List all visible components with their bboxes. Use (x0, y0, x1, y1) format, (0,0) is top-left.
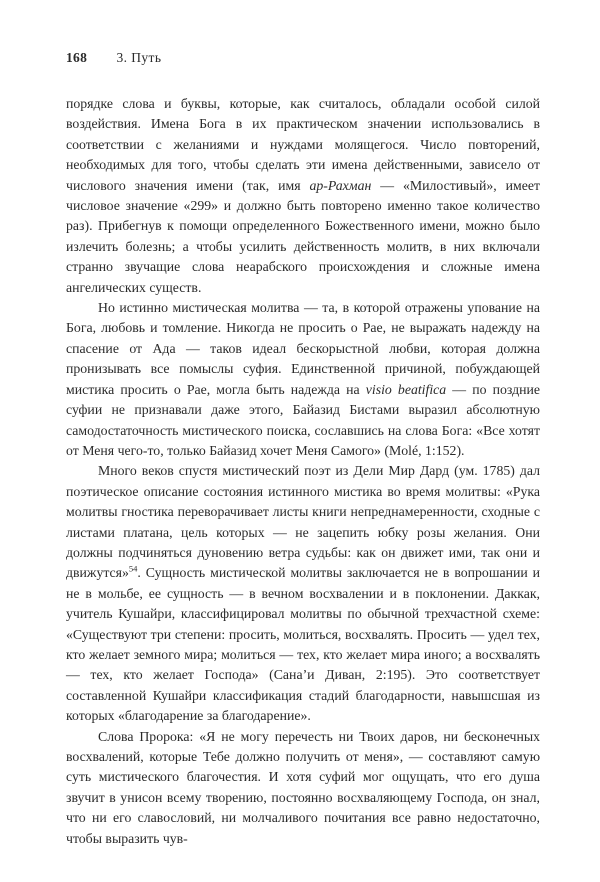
paragraph-2 (66, 298, 540, 461)
paragraph-4 (66, 727, 540, 849)
running-head (66, 50, 161, 66)
paragraph-4-text: Слова Пророка: «Я не могу перечесть ни Твоих даров, ни бесконечных восхвалений, которые Тебе должно получить от меня», — составляют самую суть мистического благочестия. И хотя суфий мог ощущать, что его душа звучит в унисон всему творению, постоянно восхваляющему Господа, он знал, что ни его славословий, ни молчаливого почитания все равно недостаточно, чтобы выразить чув- (66, 728, 540, 846)
paragraph-1-text-b: — «Милостивый», имеет числовое значение «299» и должно быть повторено именно такое количество раз). Прибегнув к помощи определенного Божественного имени, можно было излечить болезнь; а чтобы усилить действенность молитв, в них включали странно звучащие слова неарабского происхождения и сложные имена ангелических существ. (66, 177, 541, 295)
paragraph-1-text-a: порядке слова и буквы, которые, как считалось, обладали особой силой воздействия. Имена Бога в их практическом значении использовались в соответствии с желаниями и нуждами молящегося. Число повторений, необходимых для того, чтобы сделать эти имена действенными, зависело от числового значения имени (так, имя (66, 96, 540, 193)
paragraph-3-text-b: . Сущность мистической молитвы заключается не в вопрошании и не в мольбе, ее сущность — в вечном восхвалении и в поклонении. Даккак, учитель Кушайри, классифицировал молитвы по обычной трехчастной схеме: «Существуют три степени: просить, молиться, восхвалять. Просить — удел тех, кто желает земного мира; молиться — тех, кто желает мира иного; а восхвалять — тех, кто желает Господа» (Сана’и Диван, 2:195). Это соответствует составленной Кушайри классификация стадий благодарности, навышсшая из которых «благодарение за благодарение». (66, 565, 540, 724)
paragraph-1 (66, 94, 540, 298)
body-text (66, 94, 540, 849)
page-number: 168 (66, 50, 88, 65)
paragraph-3 (66, 461, 540, 726)
footnote-marker: 54 (128, 563, 138, 574)
paragraph-2-text-b: — по поздние суфии не признавали даже этого, Байазид Бистами выразил абсолютную самодостаточность мистического поиска, сославшись на слова Бога: «Все хотят от Меня чего-то, только Байазид хочет Меня Самого» (Molé, 1:152). (66, 381, 540, 458)
paragraph-2-text-a: Но истинно мистическая молитва — та, в которой отражены упование на Бога, любовь и томление. Никогда не просить о Рае, не выражать надежду на спасение от Ада — таков идеал бескорыстной любви, которая должна пронизывать все помыслы суфия. Единственной причиной, побуждающей мистика просить о Рае, могла быть надежда на (66, 300, 540, 397)
paragraph-1-italic-term: ар-Рахман (309, 177, 372, 193)
chapter-title: 3. Путь (116, 50, 162, 65)
paragraph-3-text-a: Много веков спустя мистический поэт из Дели Мир Дард (ум. 1785) дал поэтическое описание состояния истинного мистика во время молитвы: «Рука молитвы гностика переворачивает листы книги непреднамеренности, сходные с листами платана, цель которых — не зацепить юбку розы желания. Они должны подчиняться дуновению ветра судьбы: как он движет ими, так они и движутся» (66, 463, 540, 581)
paragraph-2-italic-term: visio beatifica (365, 381, 447, 397)
